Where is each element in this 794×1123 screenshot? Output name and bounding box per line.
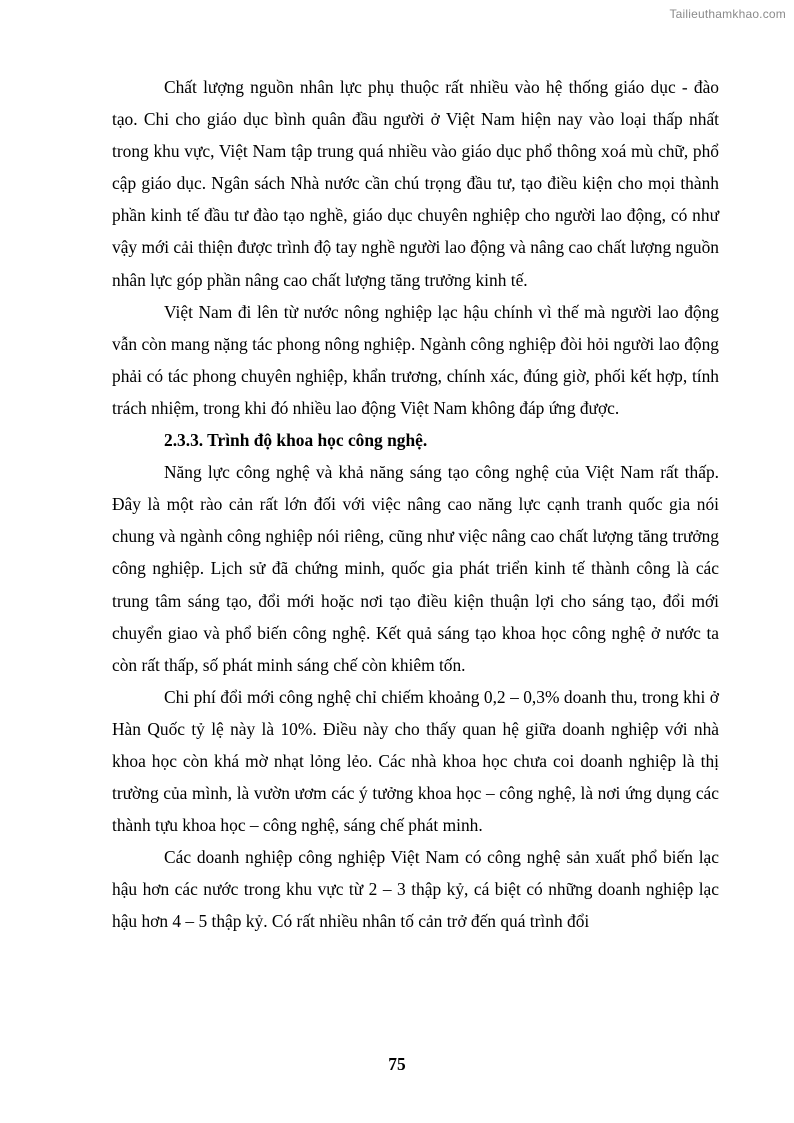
section-heading: 2.3.3. Trình độ khoa học công nghệ. bbox=[164, 430, 428, 451]
paragraph-work-style: Việt Nam đi lên từ nước nông nghiệp lạc hậu chính vì thế mà người lao động vẫn còn mang nặng tác phong nông nghiệp. Ngành công nghiệp đòi hỏi người lao động phải có tác phong chuyên nghiệp, khẩn trương, chính xác, đúng giờ, phối kết hợp, tính trách nhiệm, trong khi đó nhiều lao động Việt Nam không đáp ứng được. bbox=[112, 301, 719, 418]
page-number: 75 bbox=[388, 1054, 406, 1074]
paragraph-tech-spending: Chi phí đổi mới công nghệ chỉ chiếm khoảng 0,2 – 0,3% doanh thu, trong khi ở Hàn Quốc tỷ lệ này là 10%. Điều này cho thấy quan hệ giữa doanh nghiệp với nhà khoa học còn khá mờ nhạt lỏng lẻo. Các nhà khoa học chưa coi doanh nghiệp là thị trường của mình, là vườn ươm các ý tưởng khoa học – công nghệ, là nơi ứng dụng các thành tựu khoa học – công nghệ, sáng chế phát minh. bbox=[112, 686, 719, 836]
paragraph-human-resources: Chất lượng nguồn nhân lực phụ thuộc rất nhiều vào hệ thống giáo dục - đào tạo. Chi cho giáo dục bình quân đầu người ở Việt Nam hiện nay vào loại thấp nhất trong khu vực, Việt Nam tập trung quá nhiều vào giáo dục phổ thông xoá mù chữ, phổ cập giáo dục. Ngân sách Nhà nước cần chú trọng đầu tư, tạo điều kiện cho mọi thành phần kinh tế đầu tư đào tạo nghề, giáo dục chuyên nghiệp cho người lao động, có như vậy mới cải thiện được trình độ tay nghề người lao động và nâng cao chất lượng nguồn nhân lực góp phần nâng cao chất lượng tăng trưởng kinh tế. bbox=[112, 77, 719, 290]
paragraph-outdated-tech: Các doanh nghiệp công nghiệp Việt Nam có công nghệ sản xuất phổ biến lạc hậu hơn các nước trong khu vực từ 2 – 3 thập kỷ, cá biệt có những doanh nghiệp lạc hậu hơn 4 – 5 thập kỷ. Có rất nhiều nhân tố cản trở đến quá trình đổi bbox=[112, 847, 719, 932]
document-body bbox=[112, 71, 719, 938]
watermark-text: Tailieuthamkhao.com bbox=[669, 7, 786, 21]
paragraph-tech-capacity: Năng lực công nghệ và khả năng sáng tạo công nghệ của Việt Nam rất thấp. Đây là một rào cản rất lớn đối với việc nâng cao năng lực cạnh tranh quốc gia nói chung và ngành công nghiệp nói riêng, cũng như việc nâng cao chất lượng tăng trưởng công nghiệp. Lịch sử đã chứng minh, quốc gia phát triển kinh tế thành công là các trung tâm sáng tạo, đổi mới hoặc nơi tạo điều kiện thuận lợi cho sáng tạo, đổi mới chuyển giao và phổ biến công nghệ. Kết quả sáng tạo khoa học công nghệ ở nước ta còn rất thấp, số phát minh sáng chế còn khiêm tốn. bbox=[112, 462, 719, 675]
